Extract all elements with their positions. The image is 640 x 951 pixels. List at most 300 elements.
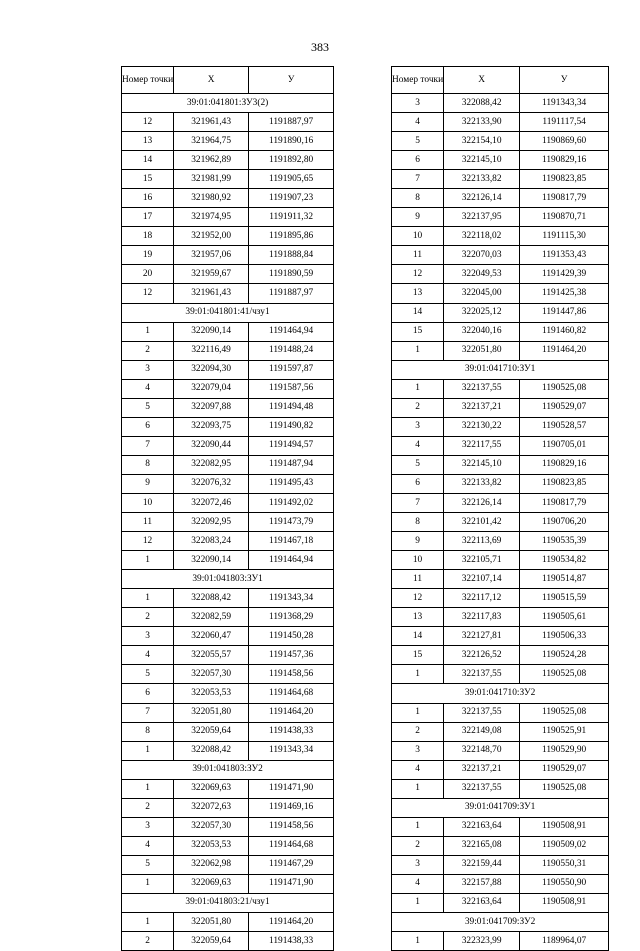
point-number-cell: 7 <box>122 436 174 455</box>
point-number-cell: 1 <box>392 817 444 836</box>
table-row <box>392 932 609 951</box>
point-number-cell: 8 <box>122 722 174 741</box>
table-row <box>392 132 609 151</box>
point-number-cell: 4 <box>122 379 174 398</box>
x-coordinate-cell: 322323,99 <box>444 932 520 951</box>
x-coordinate-cell: 322149,08 <box>444 722 520 741</box>
table-row <box>392 551 609 570</box>
x-coordinate-cell: 322083,24 <box>174 532 249 551</box>
x-coordinate-cell: 322137,55 <box>444 703 520 722</box>
table-row <box>122 608 334 627</box>
header-x: X <box>174 67 249 94</box>
table-row <box>122 684 334 703</box>
point-number-cell: 3 <box>122 817 174 836</box>
point-number-cell: 9 <box>392 532 444 551</box>
y-coordinate-cell: 1191890,16 <box>249 132 334 151</box>
point-number-cell: 13 <box>392 284 444 303</box>
section-row <box>122 94 334 113</box>
point-number-cell: 1 <box>392 703 444 722</box>
x-coordinate-cell: 322060,47 <box>174 627 249 646</box>
y-coordinate-cell: 1190508,91 <box>520 817 609 836</box>
x-coordinate-cell: 322105,71 <box>444 551 520 570</box>
y-coordinate-cell: 1191911,32 <box>249 208 334 227</box>
y-coordinate-cell: 1190528,57 <box>520 417 609 436</box>
y-coordinate-cell: 1191597,87 <box>249 360 334 379</box>
y-coordinate-cell: 1191469,16 <box>249 798 334 817</box>
point-number-cell: 18 <box>122 227 174 246</box>
table-row <box>122 589 334 608</box>
y-coordinate-cell: 1190525,91 <box>520 722 609 741</box>
point-number-cell: 3 <box>392 417 444 436</box>
point-number-cell: 2 <box>392 722 444 741</box>
header-point-number: Номер точки <box>392 67 444 94</box>
point-number-cell: 12 <box>392 589 444 608</box>
y-coordinate-cell: 1190524,28 <box>520 646 609 665</box>
table-row <box>392 170 609 189</box>
table-row <box>392 284 609 303</box>
y-coordinate-cell: 1191494,57 <box>249 436 334 455</box>
point-number-cell: 1 <box>122 322 174 341</box>
table-row <box>392 760 609 779</box>
x-coordinate-cell: 322025,12 <box>444 303 520 322</box>
x-coordinate-cell: 321962,89 <box>174 151 249 170</box>
x-coordinate-cell: 322088,42 <box>444 94 520 113</box>
point-number-cell: 9 <box>122 474 174 493</box>
table-row <box>392 341 609 360</box>
x-coordinate-cell: 322057,30 <box>174 817 249 836</box>
point-number-cell: 14 <box>392 303 444 322</box>
x-coordinate-cell: 321959,67 <box>174 265 249 284</box>
x-coordinate-cell: 322165,08 <box>444 836 520 855</box>
table-row <box>122 513 334 532</box>
table-header-row <box>122 67 334 94</box>
y-coordinate-cell: 1190550,31 <box>520 855 609 874</box>
point-number-cell: 12 <box>122 532 174 551</box>
table-row <box>392 455 609 474</box>
x-coordinate-cell: 322126,52 <box>444 646 520 665</box>
section-row <box>392 684 609 703</box>
point-number-cell: 1 <box>392 341 444 360</box>
x-coordinate-cell: 322049,53 <box>444 265 520 284</box>
table-row <box>122 132 334 151</box>
table-row <box>392 493 609 512</box>
table-row <box>392 703 609 722</box>
y-coordinate-cell: 1190829,16 <box>520 455 609 474</box>
table-row <box>122 817 334 836</box>
y-coordinate-cell: 1191343,34 <box>249 589 334 608</box>
x-coordinate-cell: 322051,80 <box>174 913 249 932</box>
y-coordinate-cell: 1190829,16 <box>520 151 609 170</box>
table-row <box>392 836 609 855</box>
section-row <box>122 760 334 779</box>
y-coordinate-cell: 1190817,79 <box>520 189 609 208</box>
x-coordinate-cell: 322094,30 <box>174 360 249 379</box>
table-row <box>122 932 334 951</box>
x-coordinate-cell: 321961,43 <box>174 113 249 132</box>
coordinates-table-right <box>391 66 609 951</box>
y-coordinate-cell: 1190550,90 <box>520 874 609 893</box>
table-row <box>392 417 609 436</box>
x-coordinate-cell: 322117,12 <box>444 589 520 608</box>
point-number-cell: 11 <box>392 570 444 589</box>
table-row <box>122 113 334 132</box>
y-coordinate-cell: 1191467,18 <box>249 532 334 551</box>
point-number-cell: 8 <box>122 455 174 474</box>
y-coordinate-cell: 1191471,90 <box>249 779 334 798</box>
x-coordinate-cell: 322145,10 <box>444 455 520 474</box>
x-coordinate-cell: 322072,46 <box>174 493 249 512</box>
page-number: 383 <box>311 40 329 54</box>
table-row <box>392 817 609 836</box>
table-row <box>122 341 334 360</box>
table-row <box>392 874 609 893</box>
parcel-id: 39:01:041803:ЗУ1 <box>122 570 334 589</box>
y-coordinate-cell: 1190529,07 <box>520 398 609 417</box>
point-number-cell: 1 <box>122 874 174 893</box>
x-coordinate-cell: 322126,14 <box>444 493 520 512</box>
table-row <box>122 836 334 855</box>
point-number-cell: 4 <box>122 836 174 855</box>
y-coordinate-cell: 1191907,23 <box>249 189 334 208</box>
table-row <box>392 322 609 341</box>
y-coordinate-cell: 1190869,60 <box>520 132 609 151</box>
point-number-cell: 8 <box>392 189 444 208</box>
y-coordinate-cell: 1190529,90 <box>520 741 609 760</box>
x-coordinate-cell: 322090,44 <box>174 436 249 455</box>
y-coordinate-cell: 1191464,20 <box>249 913 334 932</box>
table-row <box>122 855 334 874</box>
y-coordinate-cell: 1191473,79 <box>249 513 334 532</box>
y-coordinate-cell: 1190870,71 <box>520 208 609 227</box>
table-row <box>392 436 609 455</box>
table-row <box>122 170 334 189</box>
x-coordinate-cell: 322097,88 <box>174 398 249 417</box>
y-coordinate-cell: 1191495,43 <box>249 474 334 493</box>
x-coordinate-cell: 322059,64 <box>174 932 249 951</box>
table-row <box>122 722 334 741</box>
y-coordinate-cell: 1191425,38 <box>520 284 609 303</box>
x-coordinate-cell: 322113,69 <box>444 532 520 551</box>
point-number-cell: 3 <box>122 360 174 379</box>
point-number-cell: 2 <box>122 932 174 951</box>
point-number-cell: 6 <box>122 417 174 436</box>
y-coordinate-cell: 1191450,28 <box>249 627 334 646</box>
x-coordinate-cell: 322159,44 <box>444 855 520 874</box>
table-row <box>392 227 609 246</box>
section-row <box>392 798 609 817</box>
x-coordinate-cell: 322154,10 <box>444 132 520 151</box>
point-number-cell: 17 <box>122 208 174 227</box>
point-number-cell: 14 <box>122 151 174 170</box>
point-number-cell: 4 <box>122 646 174 665</box>
x-coordinate-cell: 322045,00 <box>444 284 520 303</box>
point-number-cell: 19 <box>122 246 174 265</box>
y-coordinate-cell: 1191115,30 <box>520 227 609 246</box>
coordinates-table-left <box>121 66 334 951</box>
x-coordinate-cell: 321964,75 <box>174 132 249 151</box>
point-number-cell: 6 <box>392 151 444 170</box>
table-row <box>392 722 609 741</box>
x-coordinate-cell: 321974,95 <box>174 208 249 227</box>
y-coordinate-cell: 1190535,39 <box>520 532 609 551</box>
y-coordinate-cell: 1191895,86 <box>249 227 334 246</box>
y-coordinate-cell: 1190525,08 <box>520 703 609 722</box>
x-coordinate-cell: 322076,32 <box>174 474 249 493</box>
point-number-cell: 1 <box>392 932 444 951</box>
y-coordinate-cell: 1190706,20 <box>520 513 609 532</box>
table-row <box>122 189 334 208</box>
parcel-id: 39:01:041801:ЗУ3(2) <box>122 94 334 113</box>
point-number-cell: 5 <box>122 855 174 874</box>
point-number-cell: 6 <box>122 684 174 703</box>
point-number-cell: 4 <box>392 760 444 779</box>
table-row <box>392 589 609 608</box>
x-coordinate-cell: 321980,92 <box>174 189 249 208</box>
point-number-cell: 14 <box>392 627 444 646</box>
y-coordinate-cell: 1190525,08 <box>520 779 609 798</box>
y-coordinate-cell: 1190705,01 <box>520 436 609 455</box>
header-y: У <box>249 67 334 94</box>
x-coordinate-cell: 322163,64 <box>444 893 520 912</box>
y-coordinate-cell: 1191487,94 <box>249 455 334 474</box>
x-coordinate-cell: 322062,98 <box>174 855 249 874</box>
point-number-cell: 10 <box>392 227 444 246</box>
point-number-cell: 1 <box>122 741 174 760</box>
table-row <box>122 874 334 893</box>
x-coordinate-cell: 322069,63 <box>174 779 249 798</box>
y-coordinate-cell: 1190525,08 <box>520 379 609 398</box>
point-number-cell: 5 <box>122 398 174 417</box>
x-coordinate-cell: 322069,63 <box>174 874 249 893</box>
point-number-cell: 5 <box>392 455 444 474</box>
y-coordinate-cell: 1190534,82 <box>520 551 609 570</box>
point-number-cell: 9 <box>392 208 444 227</box>
x-coordinate-cell: 322079,04 <box>174 379 249 398</box>
table-row <box>392 893 609 912</box>
table-row <box>392 246 609 265</box>
x-coordinate-cell: 322137,55 <box>444 665 520 684</box>
y-coordinate-cell: 1190509,02 <box>520 836 609 855</box>
parcel-id: 39:01:041803:ЗУ2 <box>122 760 334 779</box>
y-coordinate-cell: 1191464,68 <box>249 836 334 855</box>
x-coordinate-cell: 322137,55 <box>444 379 520 398</box>
x-coordinate-cell: 322051,80 <box>444 341 520 360</box>
table-row <box>122 913 334 932</box>
x-coordinate-cell: 322163,64 <box>444 817 520 836</box>
y-coordinate-cell: 1191460,82 <box>520 322 609 341</box>
x-coordinate-cell: 322055,57 <box>174 646 249 665</box>
point-number-cell: 1 <box>122 913 174 932</box>
table-row <box>392 646 609 665</box>
y-coordinate-cell: 1191464,68 <box>249 684 334 703</box>
y-coordinate-cell: 1191887,97 <box>249 113 334 132</box>
section-row <box>392 913 609 932</box>
x-coordinate-cell: 322133,82 <box>444 170 520 189</box>
point-number-cell: 3 <box>122 627 174 646</box>
table-row <box>122 208 334 227</box>
point-number-cell: 2 <box>122 798 174 817</box>
y-coordinate-cell: 1191494,48 <box>249 398 334 417</box>
y-coordinate-cell: 1190505,61 <box>520 608 609 627</box>
y-coordinate-cell: 1191353,43 <box>520 246 609 265</box>
point-number-cell: 3 <box>392 855 444 874</box>
x-coordinate-cell: 322137,21 <box>444 760 520 779</box>
x-coordinate-cell: 322090,14 <box>174 551 249 570</box>
y-coordinate-cell: 1191457,36 <box>249 646 334 665</box>
y-coordinate-cell: 1191464,20 <box>249 703 334 722</box>
y-coordinate-cell: 1190823,85 <box>520 474 609 493</box>
header-point-number: Номер точки <box>122 67 174 94</box>
x-coordinate-cell: 322107,14 <box>444 570 520 589</box>
y-coordinate-cell: 1190823,85 <box>520 170 609 189</box>
x-coordinate-cell: 322133,90 <box>444 113 520 132</box>
table-row <box>122 398 334 417</box>
point-number-cell: 1 <box>122 551 174 570</box>
y-coordinate-cell: 1191447,86 <box>520 303 609 322</box>
point-number-cell: 1 <box>122 779 174 798</box>
x-coordinate-cell: 322118,02 <box>444 227 520 246</box>
table-row <box>122 417 334 436</box>
table-row <box>392 265 609 284</box>
parcel-id: 39:01:041710:ЗУ2 <box>392 684 609 703</box>
x-coordinate-cell: 322133,82 <box>444 474 520 493</box>
table-row <box>122 798 334 817</box>
table-row <box>122 265 334 284</box>
table-row <box>392 303 609 322</box>
x-coordinate-cell: 322082,59 <box>174 608 249 627</box>
table-header-row <box>392 67 609 94</box>
point-number-cell: 8 <box>392 513 444 532</box>
point-number-cell: 20 <box>122 265 174 284</box>
y-coordinate-cell: 1190817,79 <box>520 493 609 512</box>
table-row <box>122 227 334 246</box>
x-coordinate-cell: 322127,81 <box>444 627 520 646</box>
y-coordinate-cell: 1191464,20 <box>520 341 609 360</box>
y-coordinate-cell: 1191905,65 <box>249 170 334 189</box>
y-coordinate-cell: 1191458,56 <box>249 817 334 836</box>
x-coordinate-cell: 322088,42 <box>174 589 249 608</box>
point-number-cell: 3 <box>392 741 444 760</box>
point-number-cell: 4 <box>392 874 444 893</box>
x-coordinate-cell: 322117,55 <box>444 436 520 455</box>
point-number-cell: 15 <box>392 646 444 665</box>
table-row <box>392 474 609 493</box>
table-row <box>392 113 609 132</box>
point-number-cell: 11 <box>392 246 444 265</box>
table-row <box>122 532 334 551</box>
table-row <box>122 703 334 722</box>
x-coordinate-cell: 322117,83 <box>444 608 520 627</box>
point-number-cell: 15 <box>392 322 444 341</box>
section-row <box>392 360 609 379</box>
x-coordinate-cell: 322148,70 <box>444 741 520 760</box>
point-number-cell: 7 <box>122 703 174 722</box>
point-number-cell: 12 <box>392 265 444 284</box>
x-coordinate-cell: 322090,14 <box>174 322 249 341</box>
table-row <box>392 208 609 227</box>
table-row <box>392 513 609 532</box>
y-coordinate-cell: 1190508,91 <box>520 893 609 912</box>
point-number-cell: 7 <box>392 170 444 189</box>
point-number-cell: 4 <box>392 436 444 455</box>
header-y: У <box>520 67 609 94</box>
y-coordinate-cell: 1191887,97 <box>249 284 334 303</box>
y-coordinate-cell: 1191888,84 <box>249 246 334 265</box>
y-coordinate-cell: 1191458,56 <box>249 665 334 684</box>
point-number-cell: 16 <box>122 189 174 208</box>
x-coordinate-cell: 321961,43 <box>174 284 249 303</box>
parcel-id: 39:01:041709:ЗУ1 <box>392 798 609 817</box>
y-coordinate-cell: 1191492,02 <box>249 493 334 512</box>
point-number-cell: 4 <box>392 113 444 132</box>
y-coordinate-cell: 1190525,08 <box>520 665 609 684</box>
point-number-cell: 2 <box>392 836 444 855</box>
table-row <box>122 322 334 341</box>
x-coordinate-cell: 322057,30 <box>174 665 249 684</box>
point-number-cell: 1 <box>392 379 444 398</box>
point-number-cell: 7 <box>392 493 444 512</box>
table-row <box>122 455 334 474</box>
x-coordinate-cell: 322130,22 <box>444 417 520 436</box>
x-coordinate-cell: 322093,75 <box>174 417 249 436</box>
table-row <box>392 665 609 684</box>
x-coordinate-cell: 322053,53 <box>174 836 249 855</box>
x-coordinate-cell: 322145,10 <box>444 151 520 170</box>
y-coordinate-cell: 1191488,24 <box>249 341 334 360</box>
y-coordinate-cell: 1189964,07 <box>520 932 609 951</box>
point-number-cell: 5 <box>122 665 174 684</box>
x-coordinate-cell: 322059,64 <box>174 722 249 741</box>
x-coordinate-cell: 322157,88 <box>444 874 520 893</box>
table-row <box>392 94 609 113</box>
y-coordinate-cell: 1191438,33 <box>249 722 334 741</box>
x-coordinate-cell: 321952,00 <box>174 227 249 246</box>
point-number-cell: 10 <box>392 551 444 570</box>
section-row <box>122 893 334 912</box>
section-row <box>122 303 334 322</box>
point-number-cell: 1 <box>392 893 444 912</box>
x-coordinate-cell: 322082,95 <box>174 455 249 474</box>
y-coordinate-cell: 1191464,94 <box>249 551 334 570</box>
point-number-cell: 10 <box>122 493 174 512</box>
point-number-cell: 5 <box>392 132 444 151</box>
table-row <box>122 741 334 760</box>
x-coordinate-cell: 322072,63 <box>174 798 249 817</box>
point-number-cell: 12 <box>122 113 174 132</box>
x-coordinate-cell: 322137,55 <box>444 779 520 798</box>
y-coordinate-cell: 1190514,87 <box>520 570 609 589</box>
x-coordinate-cell: 321981,99 <box>174 170 249 189</box>
x-coordinate-cell: 322137,95 <box>444 208 520 227</box>
y-coordinate-cell: 1191343,34 <box>249 741 334 760</box>
table-row <box>122 779 334 798</box>
point-number-cell: 1 <box>122 589 174 608</box>
x-coordinate-cell: 322126,14 <box>444 189 520 208</box>
y-coordinate-cell: 1190515,59 <box>520 589 609 608</box>
point-number-cell: 6 <box>392 474 444 493</box>
header-x: X <box>444 67 520 94</box>
table-row <box>392 532 609 551</box>
table-row <box>122 284 334 303</box>
table-row <box>392 855 609 874</box>
x-coordinate-cell: 322088,42 <box>174 741 249 760</box>
table-row <box>122 246 334 265</box>
point-number-cell: 15 <box>122 170 174 189</box>
point-number-cell: 13 <box>122 132 174 151</box>
y-coordinate-cell: 1191368,29 <box>249 608 334 627</box>
y-coordinate-cell: 1191471,90 <box>249 874 334 893</box>
table-row <box>392 398 609 417</box>
